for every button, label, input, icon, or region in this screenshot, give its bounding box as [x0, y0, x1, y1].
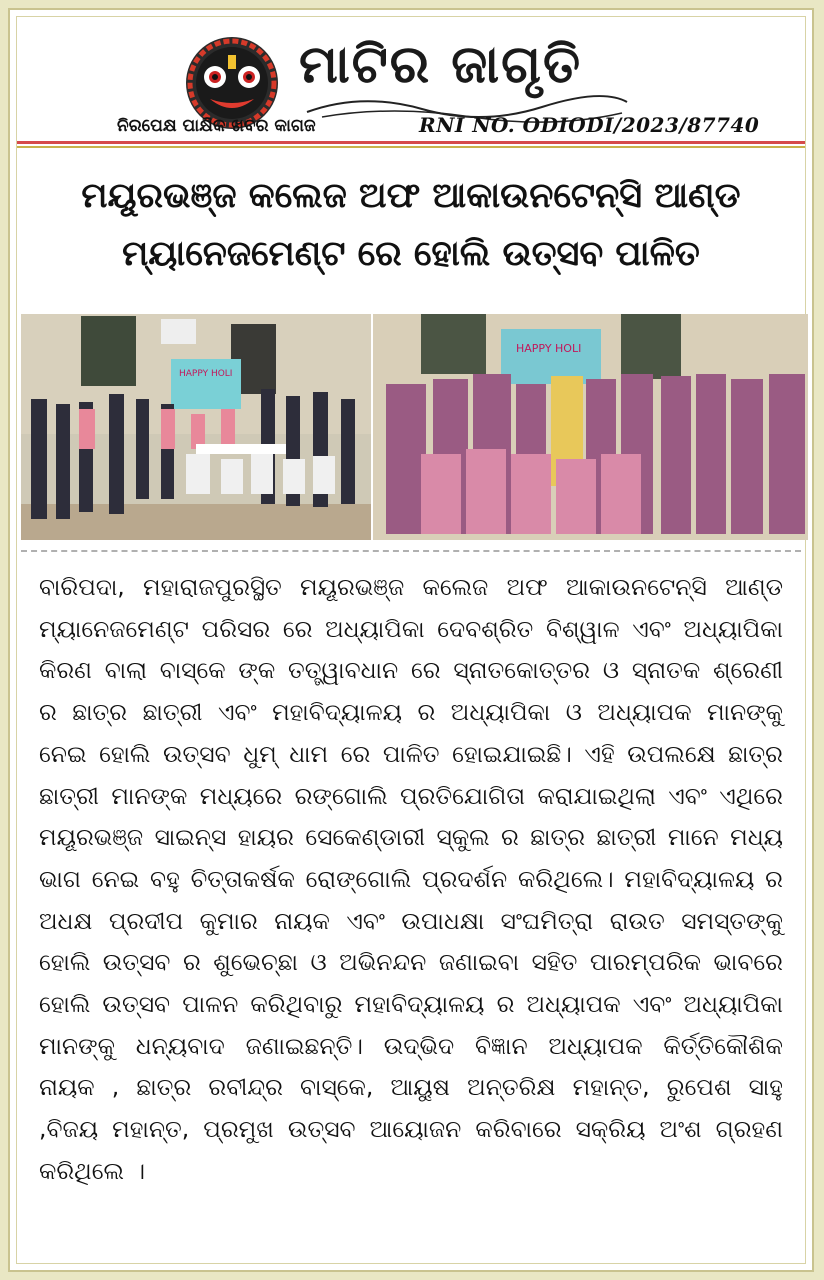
clipping-inner-border: [16, 16, 806, 1264]
masthead: [17, 17, 805, 147]
rni-number: RNI NO. ODIODI/2023/87740: [419, 113, 760, 137]
holi-banner-text-left: HAPPY HOLI: [179, 369, 233, 379]
masthead-rule-gold: [17, 146, 805, 148]
article-headline: ମୟୂରଭଞ୍ଜ କଲେଜ ଅଫ ଆକାଉନଟେନ୍ସି ଆଣ୍ଡ ମ୍ୟାନେଜମେଣ୍ଟ ରେ ହୋଲି ଉତ୍ସବ ପାଳିତ: [81, 176, 741, 274]
holi-celebration-photo: [21, 314, 808, 540]
holi-banner-text-right: HAPPY HOLI: [516, 342, 582, 355]
article-body: ବାରିପଦା, ମହାରାଜପୁରସ୍ଥିତ ମୟୂରଭଞ୍ଜ କଲେଜ ଅଫ ଆକାଉନଟେନ୍ସି ଆଣ୍ଡ ମ୍ୟାନେଜମେଣ୍ଟ ପରିସର ରେ ଅଧ୍ୟାପିକା ଦେବଶ୍ରିତ ବିଶ୍ୱାଳ ଏବଂ ଅଧ୍ୟାପିକା କିରଣ ବାଲା ବାସ୍କେ ଙ୍କ ତତ୍ତ୍ୱାବଧାନ ରେ ସ୍ନାତକୋତ୍ତର ଓ ସ୍ନାତକ ଶ୍ରେଣୀ ର ଛାତ୍ର ଛାତ୍ରୀ ଏବଂ ମହାବିଦ୍ୟାଳୟ ର ଅଧ୍ୟାପିକା ଓ ଅଧ୍ୟାପକ ମାନଙ୍କୁ ନେଇ ହୋଲି ଉତ୍ସବ ଧୁମ୍ ଧାମ ରେ ପାଳିତ ହୋଇଯାଇଛି। ଏହି ଉପଲକ୍ଷେ ଛାତ୍ର ଛାତ୍ରୀ ମାନଙ୍କ ମଧ୍ୟରେ ରଙ୍ଗୋଲି ପ୍ରତିଯୋଗିତା କରାଯାଇଥିଲା ଏବଂ ଏଥିରେ ମୟୂରଭଞ୍ଜ ସାଇନ୍ସ ହାୟର ସେକେଣ୍ଡାରୀ ସ୍କୁଲ ର ଛାତ୍ର ଛାତ୍ରୀ ମାନେ ମଧ୍ୟ ଭାଗ ନେଇ ବହୁ ଚିତ୍ତାକର୍ଷକ ରୋଙ୍ଗୋଲି ପ୍ରଦର୍ଶନ କରିଥିଲେ। ମହାବିଦ୍ୟାଳୟ ର ଅଧକ୍ଷ ପ୍ରଦୀପ କୁମାର ନାୟକ ଏବଂ ଉପାଧକ୍ଷା ସଂଘମିତ୍ରା ରାଉତ ସମସ୍ତଙ୍କୁ ହୋଲି ଉତ୍ସବ ର ଶୁଭେଚ୍ଛା ଓ ଅଭିନନ୍ଦନ ଜଣାଇବା ସହିତ ପାରମ୍ପରିକ ଭାବରେ ହୋଲି ଉତ୍ସବ ପାଳନ କରିଥିବାରୁ ମହାବିଦ୍ୟାଳୟ ର ଅଧ୍ୟାପକ ଏବଂ ଅଧ୍ୟାପିକା ମାନଙ୍କୁ ଧନ୍ୟବାଦ ଜଣାଇଛନ୍ତି। ଉଦ୍ଭିଦ ବିଜ୍ଞାନ ଅଧ୍ୟାପକ କିର୍ତ୍ତିକୌଶିକ ନାୟକ , ଛାତ୍ର ରବୀନ୍ଦ୍ର ବାସ୍କେ, ଆୟୁଷ ଅନ୍ତରିକ୍ଷ ମହାନ୍ତ, ରୁପେଶ ସାହୁ ,ବିଜୟ ମହାନ୍ତ, ପ୍ରମୁଖ ଉତ୍ସବ ଆୟୋଜନ କରିବାରେ ସକ୍ରିୟ ଅଂଶ ଗ୍ରହଣ କରିଥିଲେ ।: [39, 573, 783, 1185]
newspaper-clipping: [8, 8, 814, 1272]
newspaper-name: ମାଟିର ଜାଗୃତି: [299, 35, 583, 95]
newspaper-tagline: ନିରପେକ୍ଷ ପାକ୍ଷିକ ଖବର କାଗଜ: [117, 116, 316, 136]
section-divider: [21, 550, 801, 552]
masthead-rule-red: [17, 141, 805, 144]
